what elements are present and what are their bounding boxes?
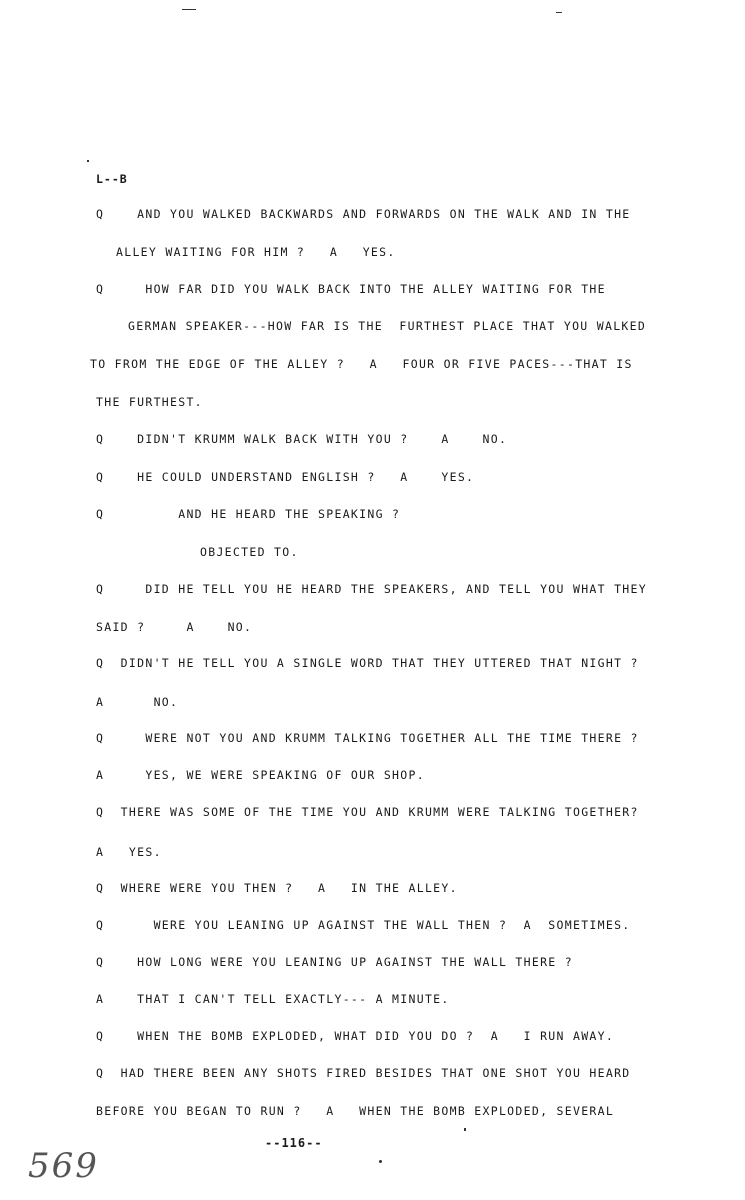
- transcript-line: A YES.: [96, 845, 162, 859]
- transcript-line: TO FROM THE EDGE OF THE ALLEY ? A FOUR OR FIVE PACES---THAT IS: [90, 357, 633, 371]
- transcript-line: Q HE COULD UNDERSTAND ENGLISH ? A YES.: [96, 470, 475, 484]
- page-number: --116--: [265, 1136, 323, 1150]
- handwritten-page-number: 569: [28, 1146, 99, 1186]
- scan-mark: [87, 160, 89, 162]
- transcript-line: Q HOW FAR DID YOU WALK BACK INTO THE ALLEY WAITING FOR THE: [96, 282, 606, 296]
- objection-line: OBJECTED TO.: [200, 545, 299, 559]
- transcript-line: Q AND HE HEARD THE SPEAKING ?: [96, 507, 401, 521]
- transcript-line: Q WERE YOU LEANING UP AGAINST THE WALL THEN ? A SOMETIMES.: [96, 918, 631, 932]
- transcript-line: Q WERE NOT YOU AND KRUMM TALKING TOGETHER ALL THE TIME THERE ?: [96, 731, 639, 745]
- transcript-line: THE FURTHEST.: [96, 395, 203, 409]
- scan-mark: [556, 12, 562, 13]
- section-code: L--B: [96, 172, 128, 186]
- transcript-line: Q WHERE WERE YOU THEN ? A IN THE ALLEY.: [96, 881, 458, 895]
- transcript-line: Q THERE WAS SOME OF THE TIME YOU AND KRUMM WERE TALKING TOGETHER?: [96, 805, 639, 819]
- scan-mark: [379, 1160, 382, 1163]
- transcript-line: GERMAN SPEAKER---HOW FAR IS THE FURTHEST PLACE THAT YOU WALKED: [128, 319, 647, 333]
- scan-mark: [182, 9, 196, 10]
- transcript-line: A YES, WE WERE SPEAKING OF OUR SHOP.: [96, 768, 425, 782]
- transcript-line: Q DIDN'T HE TELL YOU A SINGLE WORD THAT THEY UTTERED THAT NIGHT ?: [96, 656, 639, 670]
- transcript-line: A NO.: [96, 695, 179, 709]
- transcript-line: Q AND YOU WALKED BACKWARDS AND FORWARDS ON THE WALK AND IN THE: [96, 207, 631, 221]
- transcript-line: Q HAD THERE BEEN ANY SHOTS FIRED BESIDES THAT ONE SHOT YOU HEARD: [96, 1066, 631, 1080]
- transcript-line: Q WHEN THE BOMB EXPLODED, WHAT DID YOU DO ? A I RUN AWAY.: [96, 1029, 615, 1043]
- scan-mark: [464, 1128, 466, 1131]
- transcript-line: Q DIDN'T KRUMM WALK BACK WITH YOU ? A NO.: [96, 432, 508, 446]
- transcript-line: A THAT I CAN'T TELL EXACTLY--- A MINUTE.: [96, 992, 450, 1006]
- transcript-line: Q DID HE TELL YOU HE HEARD THE SPEAKERS, AND TELL YOU WHAT THEY: [96, 582, 647, 596]
- transcript-line: Q HOW LONG WERE YOU LEANING UP AGAINST THE WALL THERE ?: [96, 955, 573, 969]
- transcript-line: ALLEY WAITING FOR HIM ? A YES.: [116, 245, 396, 259]
- transcript-line: SAID ? A NO.: [96, 620, 253, 634]
- transcript-line: BEFORE YOU BEGAN TO RUN ? A WHEN THE BOMB EXPLODED, SEVERAL: [96, 1104, 615, 1118]
